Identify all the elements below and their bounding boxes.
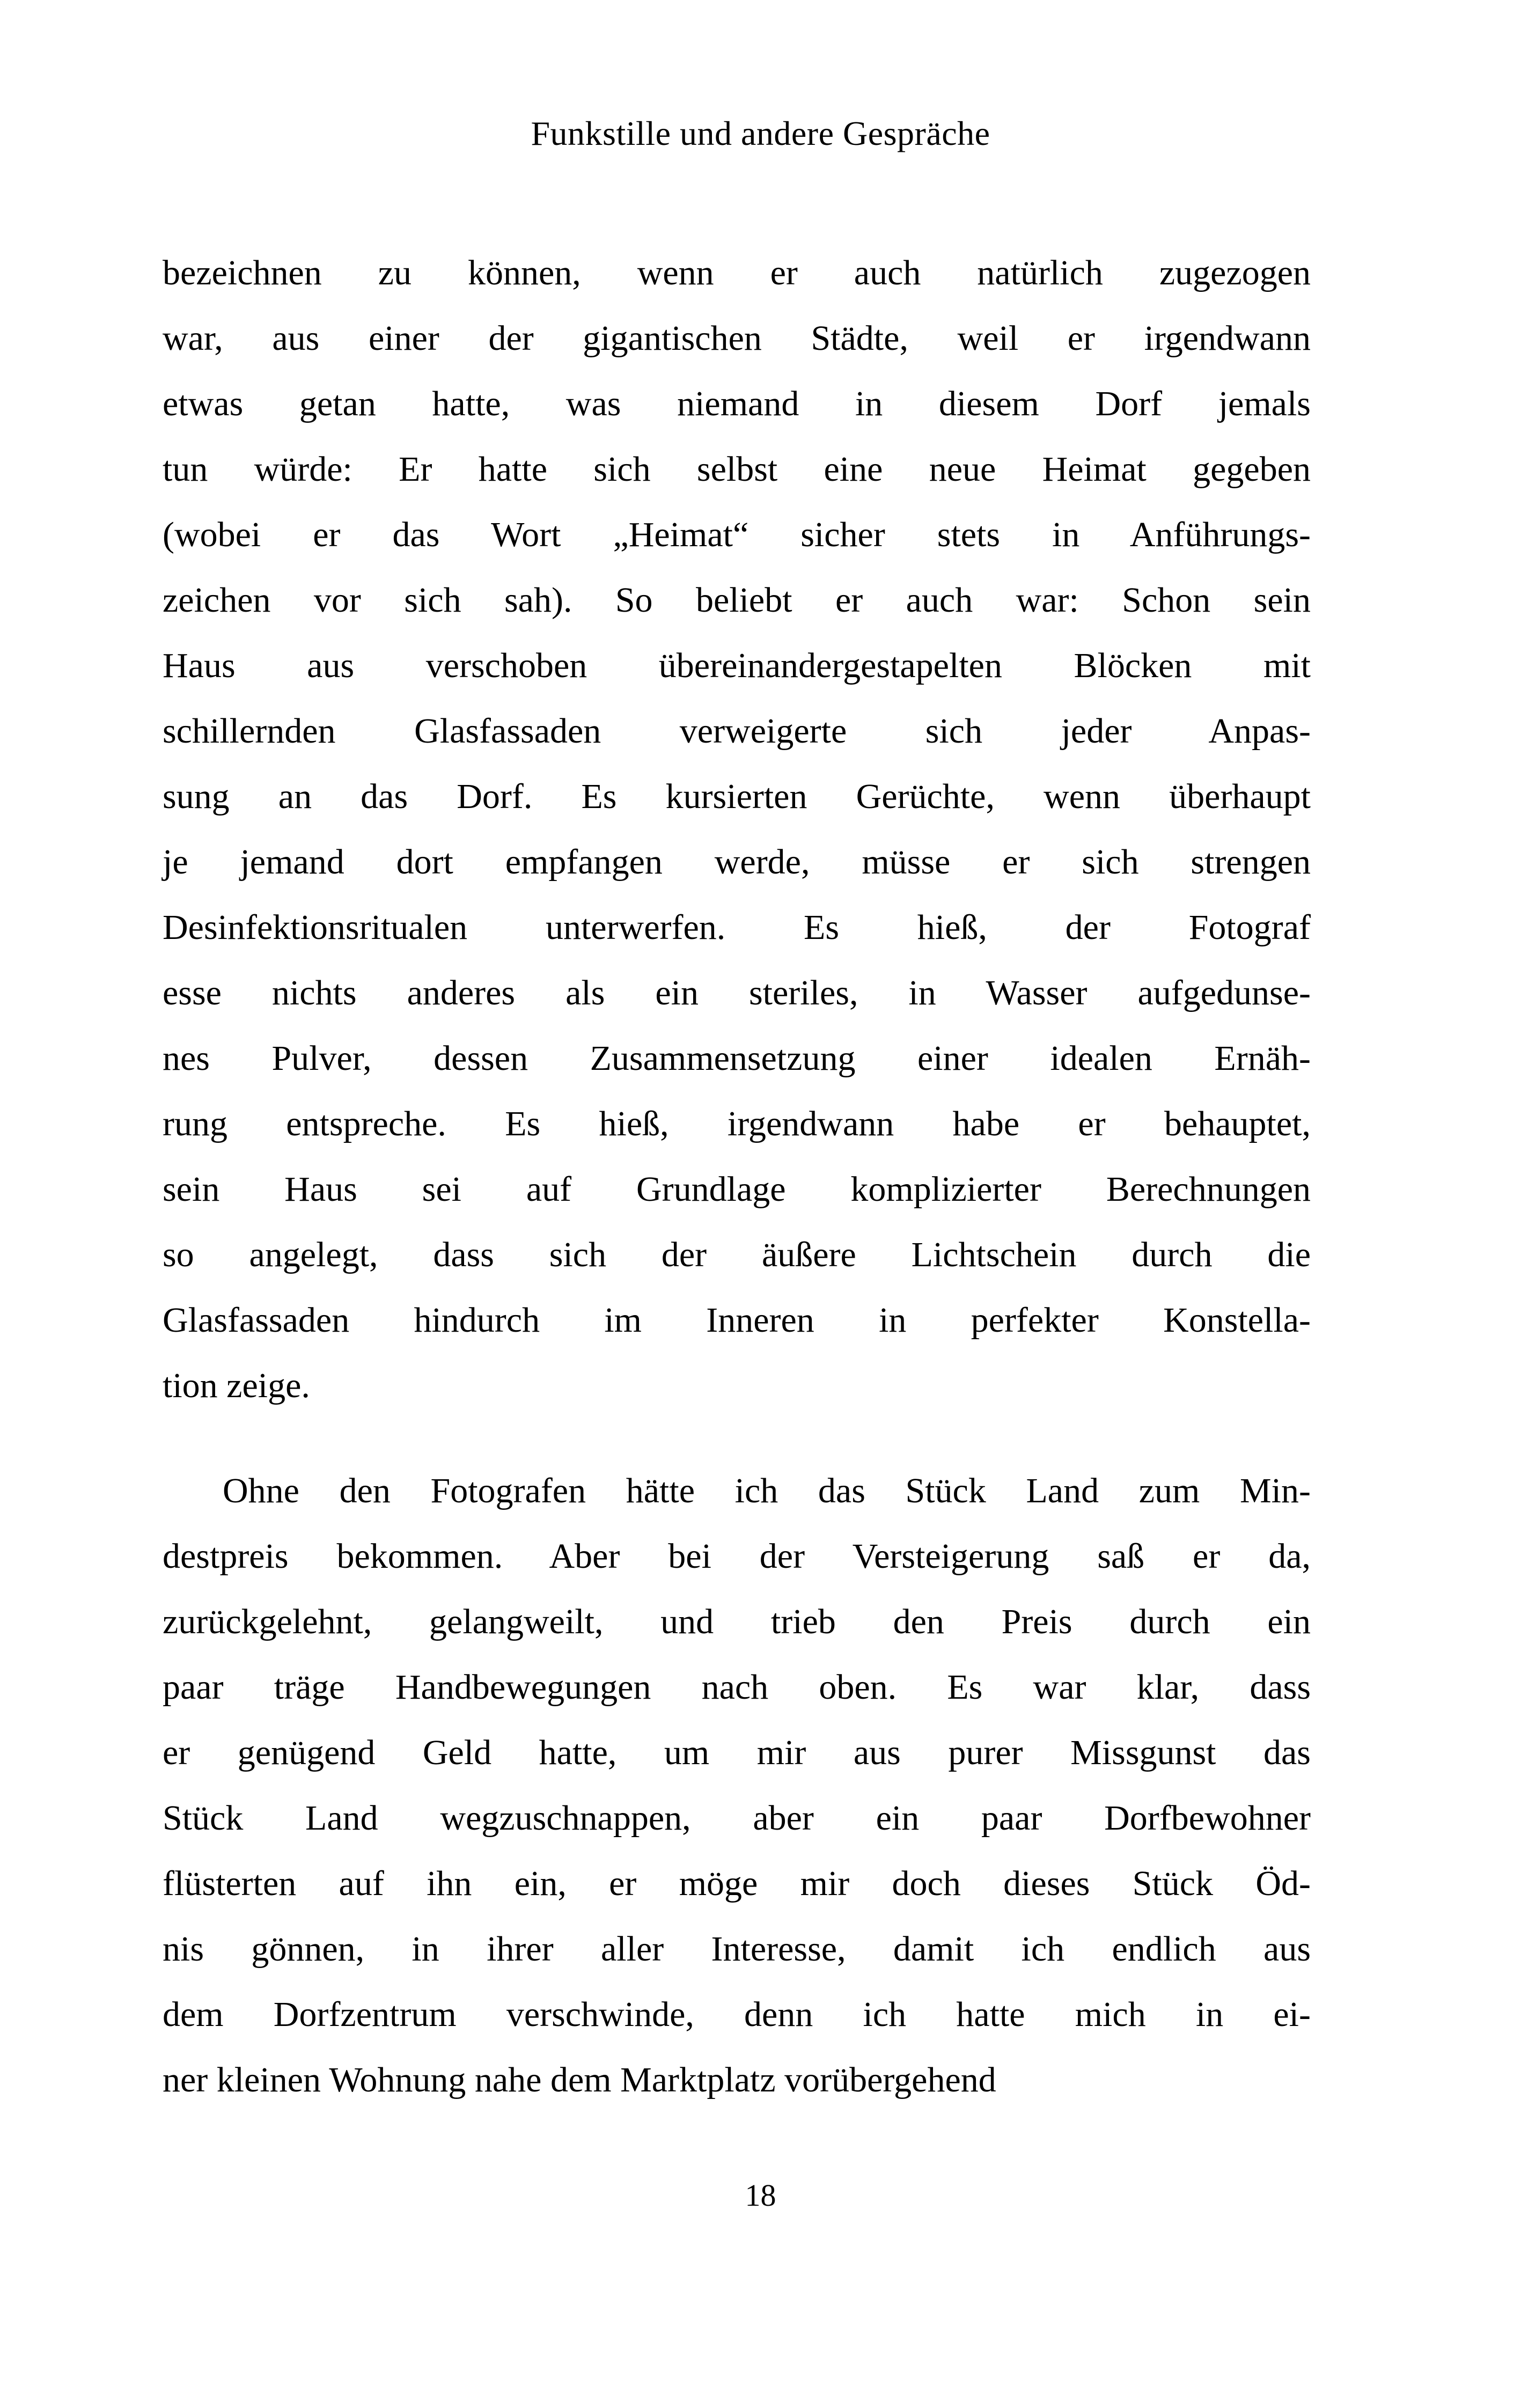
text-line: esse nichts anderes als ein steriles, in Wasser aufgedunse- [163,973,1311,1012]
paragraph-2 [163,1458,1311,2113]
text-line: zeichen vor sich sah). So beliebt er auch war: Schon sein [163,581,1311,620]
text-line: ner kleinen Wohnung nahe dem Marktplatz vorübergehend [163,2060,996,2099]
text-line: destpreis bekommen. Aber bei der Versteigerung saß er da, [163,1537,1311,1576]
text-line: sung an das Dorf. Es kursierten Gerüchte, wenn überhaupt [163,777,1311,816]
running-header: Funkstille und andere Gespräche [531,114,990,152]
text-line: Glasfassaden hindurch im Inneren in perfekter Konstella- [163,1301,1311,1340]
text-line: nis gönnen, in ihrer aller Interesse, damit ich endlich aus [163,1929,1311,1969]
text-line: Ohne den Fotografen hätte ich das Stück Land zum Min- [223,1471,1311,1510]
paragraph-1 [163,240,1311,1419]
text-line: nes Pulver, dessen Zusammensetzung einer idealen Ernäh- [163,1039,1311,1078]
text-line: dem Dorfzentrum verschwinde, denn ich hatte mich in ei- [163,1995,1311,2034]
text-line: Stück Land wegzuschnappen, aber ein paar Dorfbewohner [163,1798,1311,1838]
page-number: 18 [745,2178,776,2213]
text-line: so angelegt, dass sich der äußere Lichtschein durch die [163,1235,1311,1274]
text-line: (wobei er das Wort „Heimat“ sicher stets in Anführungs- [163,515,1311,554]
text-line: tion zeige. [163,1366,310,1405]
text-line: Desinfektionsritualen unterwerfen. Es hieß, der Fotograf [163,908,1311,947]
body-text [163,240,1311,2113]
text-line: je jemand dort empfangen werde, müsse er sich strengen [163,842,1311,882]
text-line: rung entspreche. Es hieß, irgendwann habe er behauptet, [163,1104,1311,1143]
text-line: Haus aus verschoben übereinandergestapelten Blöcken mit [163,646,1311,685]
text-line: bezeichnen zu können, wenn er auch natürlich zugezogen [163,253,1311,292]
text-line: paar träge Handbewegungen nach oben. Es war klar, dass [163,1668,1311,1707]
text-line: er genügend Geld hatte, um mir aus purer Missgunst das [163,1733,1311,1772]
text-line: schillernden Glasfassaden verweigerte sich jeder Anpas- [163,711,1311,751]
text-line: zurückgelehnt, gelangweilt, und trieb den Preis durch ein [163,1602,1311,1641]
text-line: etwas getan hatte, was niemand in diesem Dorf jemals [163,384,1311,423]
text-line: war, aus einer der gigantischen Städte, weil er irgendwann [163,319,1311,358]
text-line: flüsterten auf ihn ein, er möge mir doch dieses Stück Öd- [163,1864,1311,1903]
text-line: tun würde: Er hatte sich selbst eine neue Heimat gegeben [163,450,1311,489]
text-line: sein Haus sei auf Grundlage komplizierter Berechnungen [163,1170,1311,1209]
